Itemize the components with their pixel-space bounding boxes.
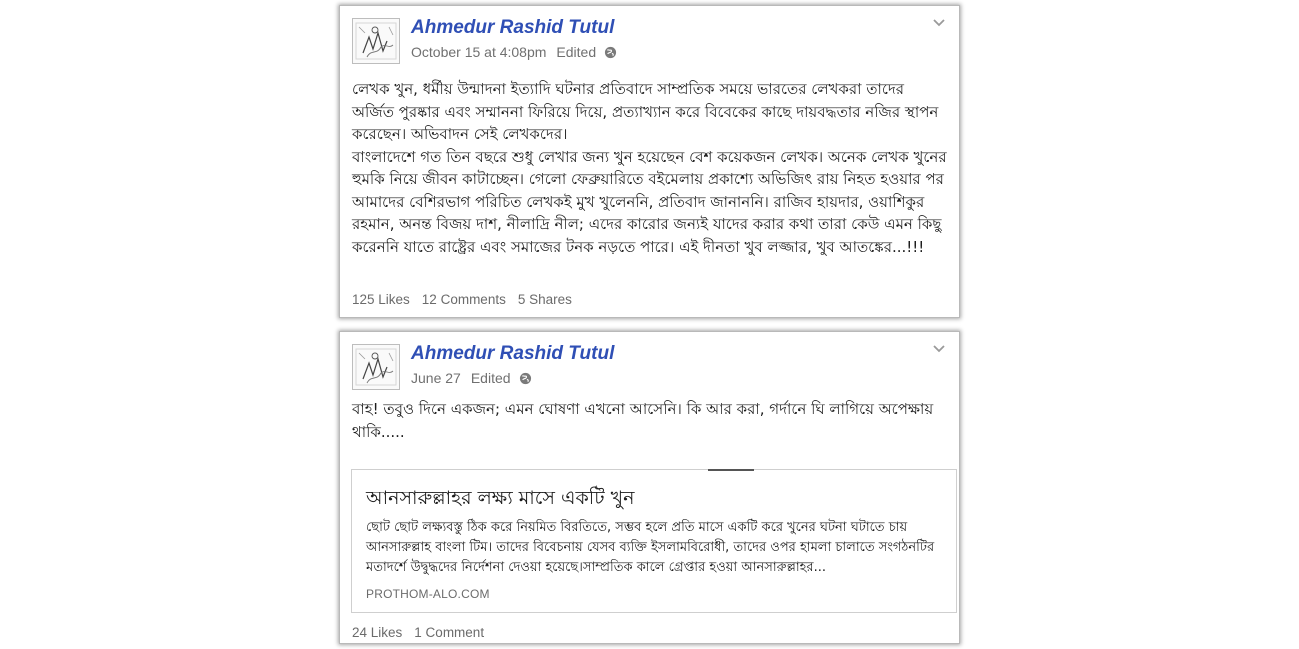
- shares-count[interactable]: 5 Shares: [517, 292, 572, 307]
- post-card: [339, 5, 960, 318]
- globe-icon[interactable]: [519, 372, 532, 385]
- avatar[interactable]: [352, 344, 400, 390]
- post-card: [339, 331, 960, 644]
- avatar[interactable]: [352, 18, 400, 64]
- avatar-sketch-icon: [353, 19, 399, 63]
- post-meta: [411, 370, 532, 386]
- chevron-down-icon[interactable]: [932, 18, 946, 28]
- comments-count[interactable]: 12 Comments: [421, 292, 506, 307]
- link-title[interactable]: আনসারুল্লাহর লক্ষ্য মাসে একটি খুন: [366, 487, 635, 509]
- likes-count[interactable]: 24 Likes: [352, 625, 403, 640]
- chevron-down-icon[interactable]: [932, 344, 946, 354]
- link-description: ছোট ছোট লক্ষ্যবস্তু ঠিক করে নিয়মিত বিরতিতে, সম্ভব হলে প্রতি মাসে একটি করে খুনের ঘটনা ঘটাতে চায় আনসারুল্লাহ বাংলা টিম। তাদের বিবেচনায় যেসব ব্যক্তি ইসলামবিরোধী, তাদের ওপর হামলা চালাতে সংগঠনটির মতাদর্শে উদ্বুদ্ধদের নির্দেশনা দেওয়া হয়েছে।সাম্প্রতিক কালে গ্রেপ্তার হওয়া আনসারুল্লাহর...: [366, 520, 935, 575]
- post-stats: [352, 625, 496, 640]
- post-text: বাহ! তবুও দিনে একজন; এমন ঘোষণা এখনো আসেনি। কি আর করা, গর্দানে ঘি লাগিয়ে অপেক্ষায় থাকি.....: [352, 400, 934, 441]
- post-meta: [411, 44, 617, 60]
- avatar-sketch-icon: [353, 345, 399, 389]
- post-stats: [352, 292, 584, 307]
- globe-icon[interactable]: [604, 46, 617, 59]
- author-name[interactable]: Ahmedur Rashid Tutul: [411, 17, 615, 38]
- post-timestamp[interactable]: June 27: [411, 370, 461, 386]
- post-timestamp[interactable]: October 15 at 4:08pm: [411, 44, 547, 60]
- post-text: লেখক খুন, ধর্মীয় উন্মাদনা ইত্যাদি ঘটনার প্রতিবাদে সাম্প্রতিক সময়ে ভারতের লেখকরা তাদের অর্জিত পুরষ্কার এবং সম্মাননা ফিরিয়ে দিয়ে, প্রত্যাখ্যান করে বিবেকের কাছে দায়বদ্ধতার নজির স্থাপন করেছেন। অভিবাদন সেই লেখকদের। বাংলাদেশে গত তিন বছরে শুধু লেখার জন্য খুন হয়েছেন বেশ কয়েকজন লেখক। অনেক লেখক খুনের হুমকি নিয়ে জীবন কাটাচ্ছেন। গেলো ফেব্রুয়ারিতে বইমেলায় প্রকাশ্যে অভিজিৎ রায় নিহত হওয়ার পর আমাদের বেশিরভাগ পরিচিত লেখকই মুখ খুলেননি, প্রতিবাদ জানাননি। রাজিব হায়দার, ওয়াশিকুর রহমান, অনন্ত বিজয় দাশ, নীলাদ্রি নীল; এদের কারোর জন্যই যাদের করার কথা তারা কেউ এমন কিছু করেননি যাতে রাষ্ট্রের এবং সমাজের টনক নড়তে পারে। এই দীনতা খুব লজ্জার, খুব আতঙ্কের...!!!: [352, 80, 947, 256]
- likes-count[interactable]: 125 Likes: [352, 292, 410, 307]
- link-preview[interactable]: [351, 469, 957, 613]
- link-preview-divider: [708, 469, 754, 471]
- edited-label[interactable]: Edited: [470, 370, 511, 386]
- link-domain: PROTHOM-ALO.COM: [366, 587, 490, 601]
- edited-label[interactable]: Edited: [556, 44, 597, 60]
- author-name[interactable]: Ahmedur Rashid Tutul: [411, 343, 615, 364]
- comments-count[interactable]: 1 Comment: [414, 625, 485, 640]
